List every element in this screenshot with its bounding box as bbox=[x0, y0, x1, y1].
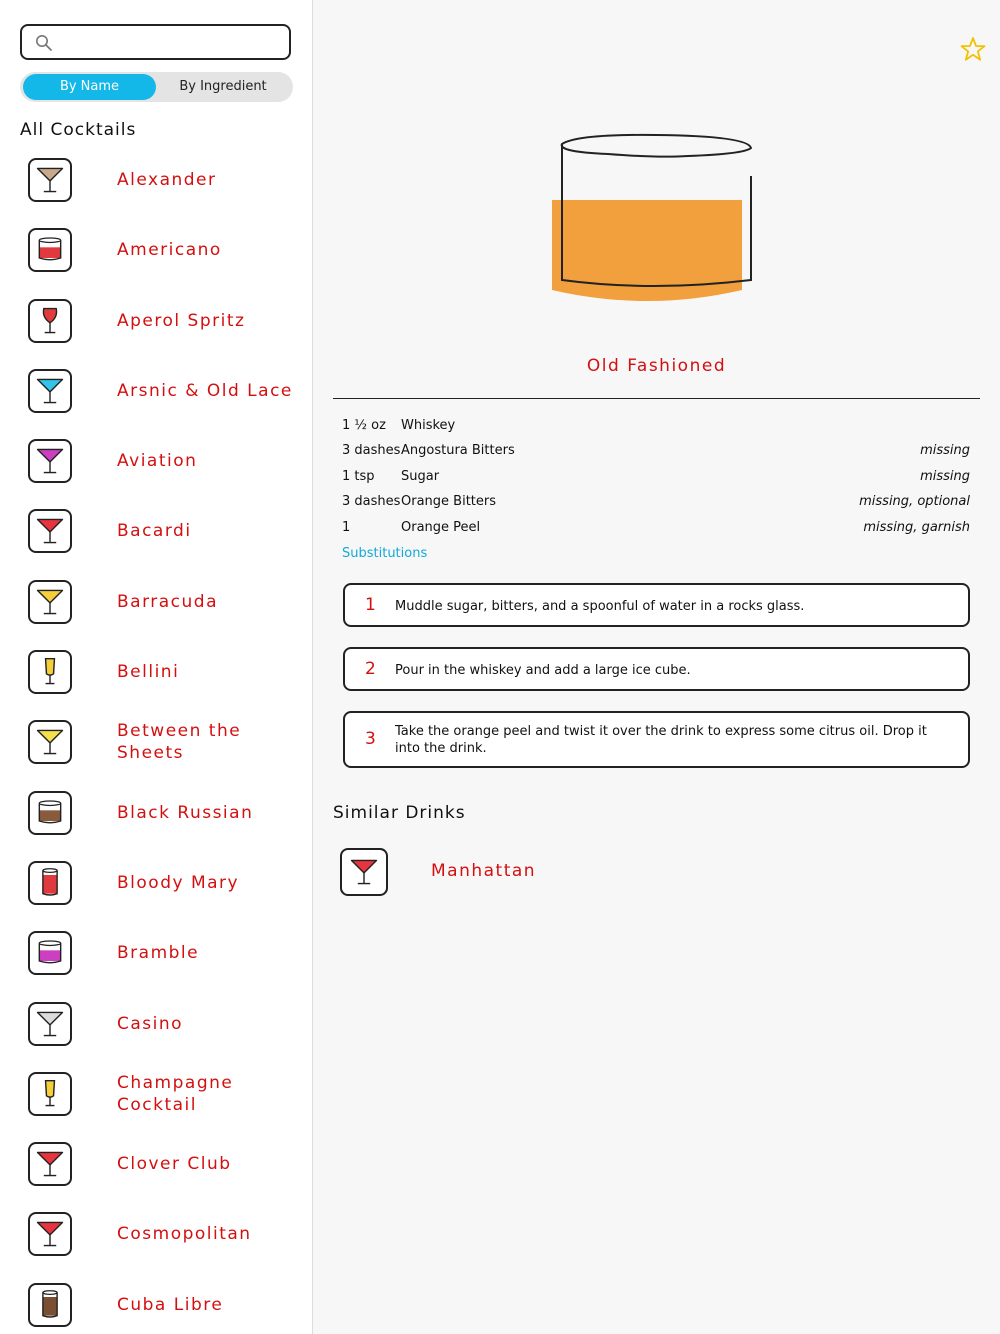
ingredient-name: Whiskey bbox=[401, 418, 456, 433]
cocktail-list-item[interactable] bbox=[0, 1134, 312, 1204]
cocktail-list-item[interactable] bbox=[0, 712, 312, 782]
ingredient-list bbox=[342, 418, 970, 545]
cocktail-list-item[interactable] bbox=[0, 783, 312, 853]
martini-glass-icon bbox=[28, 439, 72, 483]
cocktail-name: Alexander bbox=[117, 170, 217, 190]
favorite-star-icon[interactable] bbox=[960, 36, 986, 66]
cocktail-list-item[interactable] bbox=[0, 994, 312, 1064]
cocktail-list-item[interactable] bbox=[0, 431, 312, 501]
martini-glass-icon bbox=[28, 158, 72, 202]
sidebar bbox=[0, 0, 313, 1334]
cocktail-name: Bloody Mary bbox=[117, 872, 240, 893]
highball-glass-icon bbox=[28, 861, 72, 905]
cocktail-name: Cuba Libre bbox=[117, 1294, 224, 1315]
martini-glass-icon bbox=[340, 848, 388, 896]
list-title: All Cocktails bbox=[20, 120, 137, 140]
ingredient-row bbox=[342, 494, 970, 519]
martini-glass-icon bbox=[28, 509, 72, 553]
search-mode-segmented-control bbox=[20, 72, 293, 102]
cocktail-name: Bramble bbox=[117, 943, 200, 964]
ingredient-amount: 1 tsp bbox=[342, 468, 375, 484]
search-icon bbox=[35, 34, 53, 52]
martini-glass-icon bbox=[28, 720, 72, 764]
cocktail-list-item[interactable] bbox=[0, 1275, 312, 1334]
cocktail-list-item[interactable] bbox=[0, 220, 312, 290]
cocktail-list-item[interactable] bbox=[0, 1204, 312, 1274]
cocktail-list bbox=[0, 150, 312, 1334]
search-field[interactable] bbox=[20, 24, 291, 60]
ingredient-amount: 1 bbox=[342, 519, 351, 535]
cocktail-name: Aviation bbox=[117, 451, 198, 472]
step-card bbox=[343, 583, 970, 627]
cocktail-name: Clover Club bbox=[117, 1154, 232, 1175]
ingredient-row bbox=[342, 469, 970, 494]
martini-glass-icon bbox=[28, 1142, 72, 1186]
search-input[interactable] bbox=[62, 30, 286, 56]
step-text: Pour in the whiskey and add a large ice cube. bbox=[395, 663, 691, 678]
cocktail-name: Black Russian bbox=[117, 802, 254, 823]
cocktail-list-item[interactable] bbox=[0, 150, 312, 220]
ingredient-name: Orange Bitters bbox=[401, 494, 497, 510]
step-number: 2 bbox=[365, 659, 376, 679]
cocktail-list-item[interactable] bbox=[0, 291, 312, 361]
cocktail-list-item[interactable] bbox=[0, 501, 312, 571]
cocktail-name: Champagne Cocktail bbox=[117, 1072, 234, 1115]
substitutions-link[interactable]: Substitutions bbox=[342, 546, 428, 561]
ingredient-row bbox=[342, 443, 970, 468]
ingredient-status: missing bbox=[920, 468, 970, 484]
by-ingredient-segment[interactable]: By Ingredient bbox=[179, 79, 267, 94]
divider bbox=[333, 398, 980, 399]
step-card bbox=[343, 647, 970, 691]
ingredient-row bbox=[342, 418, 970, 443]
ingredient-amount: 3 dashes bbox=[342, 443, 401, 459]
ingredient-name: Sugar bbox=[401, 468, 440, 484]
ingredient-status: missing bbox=[920, 443, 970, 459]
cocktail-name: Cosmopolitan bbox=[117, 1224, 252, 1245]
rocks-glass-icon bbox=[28, 791, 72, 835]
similar-drink-item[interactable] bbox=[340, 848, 640, 896]
ingredient-row bbox=[342, 520, 970, 545]
cocktail-name: Bacardi bbox=[117, 521, 192, 542]
cocktail-name: Americano bbox=[117, 240, 222, 261]
similar-drink-name: Manhattan bbox=[431, 861, 537, 881]
rocks-glass-icon bbox=[28, 228, 72, 272]
cocktail-list-item[interactable] bbox=[0, 572, 312, 642]
cocktail-name: Bellini bbox=[117, 662, 180, 683]
rocks-glass-illustration bbox=[548, 132, 758, 316]
step-text: Muddle sugar, bitters, and a spoonful of water in a rocks glass. bbox=[395, 599, 805, 614]
ingredient-amount: 3 dashes bbox=[342, 494, 401, 510]
step-number: 1 bbox=[365, 595, 376, 615]
ingredient-amount: 1 ½ oz bbox=[342, 418, 386, 433]
cocktail-list-item[interactable] bbox=[0, 923, 312, 993]
martini-glass-icon bbox=[28, 369, 72, 413]
cocktail-name: Barracuda bbox=[117, 591, 219, 612]
cocktail-list-item[interactable] bbox=[0, 642, 312, 712]
ingredient-status: missing, optional bbox=[859, 494, 970, 510]
cocktail-name: Between the Sheets bbox=[117, 721, 242, 764]
martini-glass-icon bbox=[28, 1212, 72, 1256]
by-name-segment[interactable]: By Name bbox=[23, 74, 156, 100]
step-card bbox=[343, 711, 970, 768]
ingredient-name: Angostura Bitters bbox=[401, 443, 515, 459]
highball-glass-icon bbox=[28, 1283, 72, 1327]
step-number: 3 bbox=[365, 729, 376, 749]
ingredient-status: missing, garnish bbox=[863, 519, 970, 535]
cocktail-list-item[interactable] bbox=[0, 853, 312, 923]
cocktail-name: Casino bbox=[117, 1013, 184, 1034]
rocks-glass-icon bbox=[28, 931, 72, 975]
cocktail-name: Aperol Spritz bbox=[117, 310, 246, 331]
similar-drinks-title: Similar Drinks bbox=[333, 803, 466, 823]
cocktail-list-item[interactable] bbox=[0, 361, 312, 431]
wine-glass-icon bbox=[28, 299, 72, 343]
drink-title: Old Fashioned bbox=[586, 356, 727, 376]
martini-glass-icon bbox=[28, 1002, 72, 1046]
cocktail-list-item[interactable] bbox=[0, 1064, 312, 1134]
flute-glass-icon bbox=[28, 650, 72, 694]
flute-glass-icon bbox=[28, 1072, 72, 1116]
martini-glass-icon bbox=[28, 580, 72, 624]
step-text: Take the orange peel and twist it over the drink to express some citrus oil. Drop it into the drink. bbox=[395, 724, 927, 756]
cocktail-name: Arsnic & Old Lace bbox=[117, 380, 293, 401]
ingredient-name: Orange Peel bbox=[401, 519, 481, 535]
